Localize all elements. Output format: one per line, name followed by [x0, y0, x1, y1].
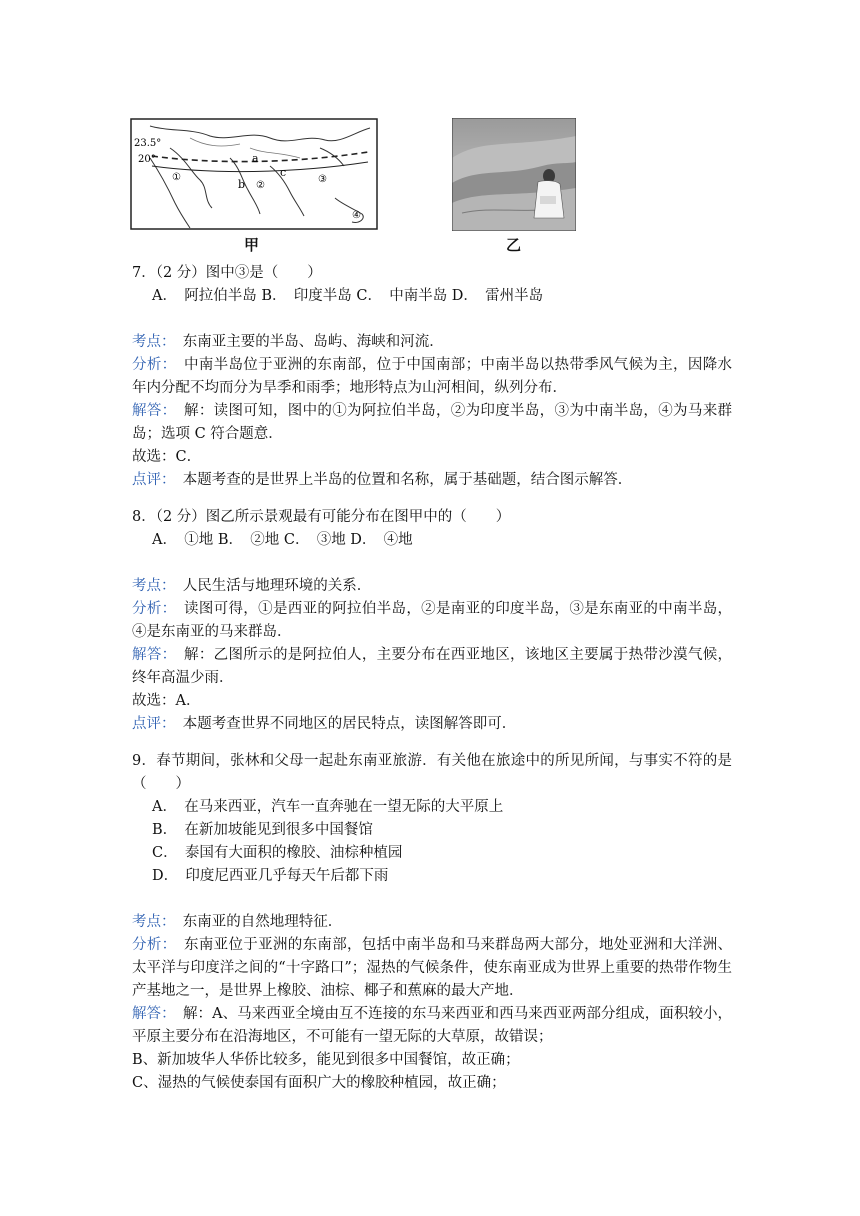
point-mark-c: c	[280, 166, 287, 179]
q8-jieda: 解：乙图所示的是阿拉伯人，主要分布在西亚地区，该地区主要属于热带沙漠气候，终年高温少雨．	[132, 647, 733, 686]
q7-dianping: 本题考查的是世界上半岛的位置和名称，属于基础题，结合图示解答．	[168, 472, 633, 488]
q9-fenxi: 东南亚位于亚洲的东南部，包括中南半岛和马来群岛两大部分，地处亚洲和大洋洲、太平洋与印度洋之间的“十字路口”；湿热的气候条件，使东南亚成为世界上重要的热带作物生产基地之一，是世界上橡胶、油棕、椰子和蕉麻的最大产地．	[132, 937, 733, 999]
lat-label-23-5: 23.5°	[134, 138, 162, 149]
caption-yi: 乙	[506, 236, 522, 254]
q9-option-b: B． 在新加坡能见到很多中国餐馆	[152, 822, 373, 838]
q8-fenxi-label: 分析：	[132, 601, 170, 617]
q7-stem: 7．（2 分）图中③是（ ）	[132, 265, 322, 281]
q9-jieda-label: 解答：	[132, 1006, 169, 1022]
map-figure-jia	[130, 118, 378, 230]
q7-fenxi-label: 分析：	[132, 357, 170, 373]
point-mark-a: a	[252, 152, 259, 165]
q8-dianping-label: 点评：	[132, 716, 169, 732]
document-body	[132, 262, 732, 1095]
q7-answer: 故选：C．	[132, 449, 202, 465]
q7-kaodian-label: 考点：	[132, 334, 169, 350]
q7-options: A． 阿拉伯半岛 B． 印度半岛 C． 中南半岛 D． 雷州半岛	[152, 288, 544, 304]
q8-jieda-label: 解答：	[132, 647, 170, 663]
q9-option-d: D． 印度尼西亚几乎每天午后都下雨	[152, 868, 389, 884]
region-mark-1: ①	[172, 172, 181, 183]
q9-option-c: C． 泰国有大面积的橡胶、油棕种植园	[152, 845, 403, 861]
q9-jieda-c: C、湿热的气候使泰国有面积广大的橡胶种植园，故正确；	[132, 1075, 506, 1091]
q9-kaodian: 东南亚的自然地理特征．	[168, 914, 343, 930]
q9-jieda-b: B、新加坡华人华侨比较多，能见到很多中国餐馆，故正确；	[132, 1052, 520, 1068]
q8-fenxi: 读图可得，①是西亚的阿拉伯半岛，②是南亚的印度半岛，③是东南亚的中南半岛，④是东南亚的马来群岛．	[132, 601, 733, 640]
point-mark-b: b	[238, 178, 246, 191]
region-mark-4: ④	[352, 210, 361, 221]
region-mark-3: ③	[318, 174, 327, 185]
photo-figure-yi	[452, 118, 576, 231]
q9-stem: 9．春节期间，张林和父母一起赴东南亚旅游．有关他在旅途中的所见所闻，与事实不符的是（ ）	[132, 753, 732, 792]
q9-fenxi-label: 分析：	[132, 937, 170, 953]
lat-label-20: 20°	[138, 154, 156, 165]
q8-kaodian: 人民生活与地理环境的关系．	[168, 578, 372, 594]
q7-fenxi: 中南半岛位于亚洲的东南部，位于中国南部；中南半岛以热带季风气候为主，因降水年内分配不均而分为旱季和雨季；地形特点为山河相间，纵列分布．	[132, 357, 733, 396]
q7-jieda-label: 解答：	[132, 403, 170, 419]
region-mark-2: ②	[256, 180, 265, 191]
q8-kaodian-label: 考点：	[132, 578, 169, 594]
q8-answer: 故选：A．	[132, 693, 201, 709]
q8-options: A． ①地 B． ②地 C． ③地 D． ④地	[152, 532, 413, 548]
q7-jieda: 解：读图可知，图中的①为阿拉伯半岛，②为印度半岛，③为中南半岛，④为马来群岛；选项 C 符合题意．	[132, 403, 733, 442]
q8-dianping: 本题考查世界不同地区的居民特点，读图解答即可．	[168, 716, 517, 732]
q9-jieda: 解：A、马来西亚全境由互不连接的东马来西亚和西马来西亚两部分组成，面积较小，平原主要分布在沿海地区，不可能有一望无际的大草原，故错误；	[132, 1006, 733, 1045]
q9-option-a: A． 在马来西亚，汽车一直奔驰在一望无际的大平原上	[152, 799, 504, 815]
q7-kaodian: 东南亚主要的半岛、岛屿、海峡和河流．	[168, 334, 444, 350]
q7-dianping-label: 点评：	[132, 472, 169, 488]
q9-kaodian-label: 考点：	[132, 914, 169, 930]
q8-stem: 8．（2 分）图乙所示景观最有可能分布在图甲中的（ ）	[132, 509, 511, 525]
caption-jia: 甲	[244, 236, 260, 254]
